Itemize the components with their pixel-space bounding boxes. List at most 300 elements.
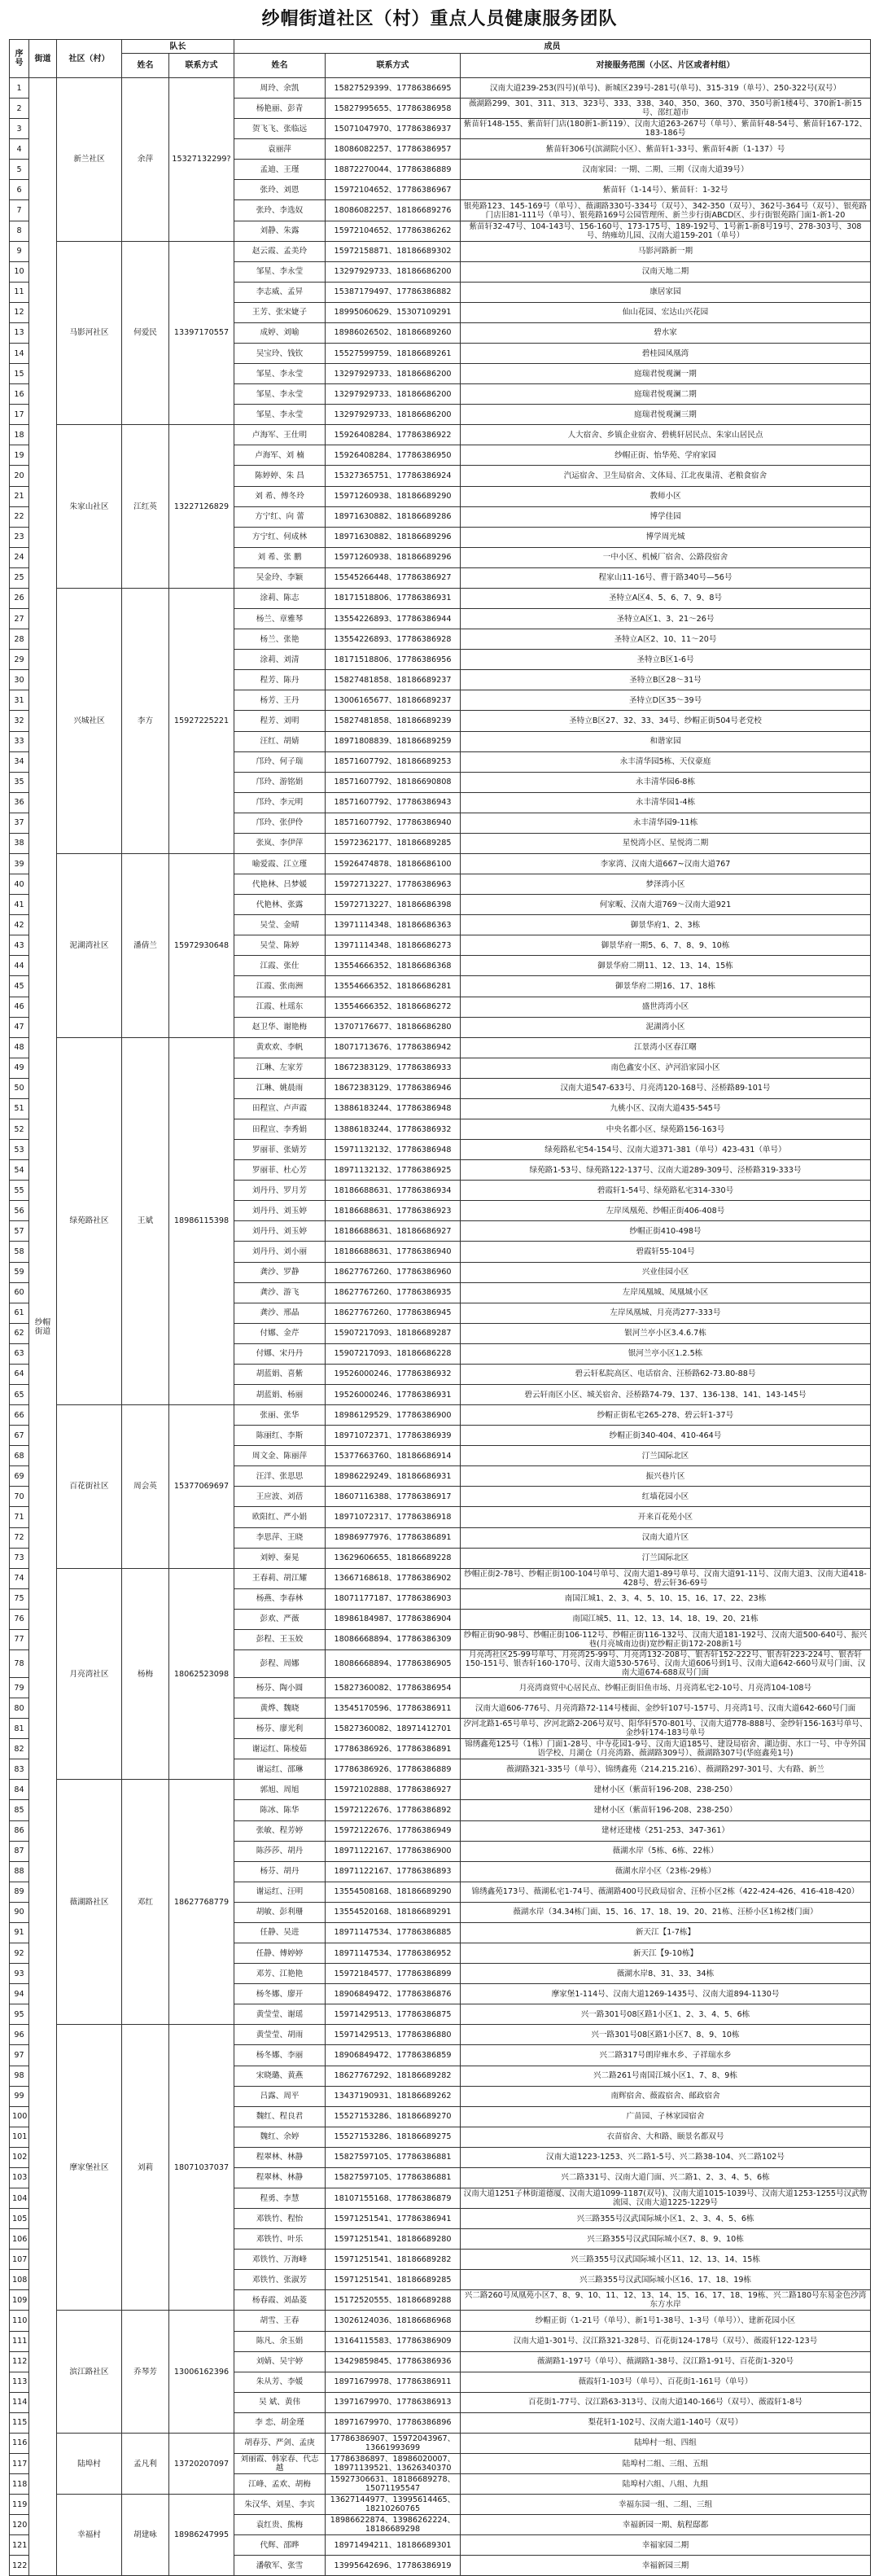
member-contact: 15971132132、17786386948: [326, 1140, 461, 1160]
member-contact: 15971251541、17786386941: [326, 2209, 461, 2229]
member-names: 代辉、邵晔: [234, 2535, 326, 2556]
table-row: [10, 853, 871, 874]
service-scope: 兴二路331号、汉南大道门面、兴二路1、2、3、4、5、6栋: [461, 2167, 871, 2188]
member-contact: 15926408284、17786386950: [326, 445, 461, 466]
table-row: [10, 241, 871, 261]
member-contact: 18986229249、18186686931: [326, 1466, 461, 1487]
service-scope: 御景华府一期5、6、7、8、9、10栋: [461, 935, 871, 956]
member-contact: 18627767260、17786386945: [326, 1303, 461, 1323]
row-number: 57: [10, 1221, 29, 1242]
member-contact: 15972104652、17786386967: [326, 180, 461, 200]
member-contact: 15972362177、18186689285: [326, 833, 461, 853]
service-scope: 紫苗轩（1-14号）、紫苗轩：1-32号: [461, 180, 871, 200]
member-contact: 13554508168、18186689290: [326, 1882, 461, 1902]
leader-name: 杨梅: [122, 1568, 169, 1780]
member-contact: 13006165677、18186689237: [326, 690, 461, 711]
row-number: 65: [10, 1385, 29, 1405]
row-number: 104: [10, 2188, 29, 2208]
member-names: 张敏、程芳婷: [234, 1820, 326, 1841]
member-contact: 15972104652、17786386262: [326, 221, 461, 241]
service-scope: 南色鑫安小区、泸河沿家园小区: [461, 1058, 871, 1078]
member-names: 吕露、周平: [234, 2086, 326, 2106]
member-contact: 15527153286、18186689275: [326, 2127, 461, 2147]
service-scope: 碧霞轩55-104号: [461, 1242, 871, 1262]
row-number: 70: [10, 1487, 29, 1507]
member-contact: 15926408284、17786386922: [326, 425, 461, 445]
member-names: 袁红贵、熊梅: [234, 2515, 326, 2535]
row-number: 50: [10, 1078, 29, 1098]
leader-name: 余萍: [122, 78, 169, 242]
service-scope: 星悦湾小区、星悦湾二期: [461, 833, 871, 853]
row-number: 82: [10, 1739, 29, 1759]
row-number: 100: [10, 2106, 29, 2127]
member-contact: 13297929733、18186686200: [326, 405, 461, 425]
row-number: 93: [10, 1964, 29, 1984]
row-number: 2: [10, 99, 29, 119]
service-scope: 碧水家: [461, 322, 871, 343]
member-contact: 15827481858、18186689239: [326, 711, 461, 731]
service-scope: 南国江城5、11、12、13、14、18、19、20、21栋: [461, 1609, 871, 1629]
row-number: 23: [10, 527, 29, 547]
member-contact: 13554666352、18186686368: [326, 956, 461, 976]
member-contact: 15972122676、17786386892: [326, 1800, 461, 1820]
table-row: [10, 2433, 871, 2453]
row-number: 103: [10, 2167, 29, 2188]
member-contact: 15927306631、18186689278、15071195547: [326, 2474, 461, 2495]
member-contact: 13297929733、18186686200: [326, 384, 461, 405]
service-scope: 汉南大道片区: [461, 1527, 871, 1548]
row-number: 27: [10, 609, 29, 629]
row-number: 32: [10, 711, 29, 731]
member-names: 付娜、宋丹丹: [234, 1343, 326, 1364]
service-scope: 南辉宿舍、薇霞宿舍、邮政宿舍: [461, 2086, 871, 2106]
member-contact: 15827995655、17786386958: [326, 99, 461, 119]
member-contact: 15827529399、17786386695: [326, 78, 461, 99]
leader-contact: 18986247995: [169, 2495, 234, 2576]
service-scope: 纱帽正街90-98号、纱帽正街106-112号、纱帽正街116-132号、汉南大道181-192号、汉南大道500-640号、振兴巷(月亮城南边街)宽纱帽正街172-208新1号: [461, 1629, 871, 1649]
member-names: 邓铁竹、万海峰: [234, 2250, 326, 2270]
row-number: 16: [10, 384, 29, 405]
row-number: 49: [10, 1058, 29, 1078]
service-scope: 程家山11-16号、曹于路340号—56号: [461, 567, 871, 588]
row-number: 91: [10, 1922, 29, 1943]
service-scope: 永丰清华园6-8栋: [461, 772, 871, 792]
service-scope: 月亮湾社区25-99号单号、月亮湾25-99号、月亮湾132-208号、银杏轩152-222号、银杏轩223-224号、银杏轩150-151号、银杏轩160-170号、汉南大道530-576号、汉南大道606号到1号、汉南大道642-660号双号门面、汉南大道674-688双号门面: [461, 1650, 871, 1678]
member-names: 卢海军、刘 楠: [234, 445, 326, 466]
member-contact: 13971679970、17786386913: [326, 2392, 461, 2412]
member-contact: 15972122676、17786386949: [326, 1820, 461, 1841]
row-number: 117: [10, 2453, 29, 2473]
service-scope: 汉南大道239-253(四号)(单号)、新城区239号-281号(单号)、315-319（单号）、250-322号(双号）: [461, 78, 871, 99]
member-contact: 13554666352、18186686281: [326, 976, 461, 997]
member-names: 陈冰、陈华: [234, 1800, 326, 1820]
member-contact: 15827360082、18971412701: [326, 1719, 461, 1739]
service-scope: 圣特立A区2、10、11～20号: [461, 629, 871, 650]
member-names: 龚沙、罗静: [234, 1262, 326, 1282]
service-scope: 仙山花园、宏达山兴花园: [461, 302, 871, 322]
row-number: 58: [10, 1242, 29, 1262]
member-names: 杨冬娜、廖开: [234, 1984, 326, 2004]
row-number: 69: [10, 1466, 29, 1487]
member-contact: 15971251541、18186689282: [326, 2250, 461, 2270]
service-scope: 汉南大道547-633号、月亮湾120-168号、泾桥路89-101号: [461, 1078, 871, 1098]
member-contact: 18986977976、17786386891: [326, 1527, 461, 1548]
service-scope: 一中小区、机械厂宿舍、公路段宿舍: [461, 547, 871, 567]
member-contact: 18571607792、17786386940: [326, 813, 461, 833]
member-names: 喻爱霞、江立瑾: [234, 853, 326, 874]
member-contact: 18971072371、17786386939: [326, 1426, 461, 1446]
member-names: 周文金、陈丽萍: [234, 1446, 326, 1466]
service-scope: 梦泽湾小区: [461, 874, 871, 895]
member-names: 刘婧、吴宇婷: [234, 2351, 326, 2372]
service-scope: 圣特立B区28～31号: [461, 670, 871, 690]
row-number: 51: [10, 1098, 29, 1119]
row-number: 20: [10, 466, 29, 486]
member-names: 郭旭、周旭: [234, 1780, 326, 1800]
service-scope: 碧桂园凤凰湾: [461, 344, 871, 364]
service-scope: 圣特立A区4、5、6、7、9、8号: [461, 588, 871, 608]
member-names: 吴 斌、黄伟: [234, 2392, 326, 2412]
member-names: 程勇、李慧: [234, 2188, 326, 2208]
row-number: 11: [10, 282, 29, 302]
member-contact: 13886183244、17786386948: [326, 1098, 461, 1119]
service-scope: 兴三路355号汉武国际城小区7、8、9、10栋: [461, 2229, 871, 2250]
service-scope: 兴业佳园小区: [461, 1262, 871, 1282]
service-scope: 薇湖水岸8、31、33、34栋: [461, 1964, 871, 1984]
member-names: 黄莹莹、胡雨: [234, 2025, 326, 2045]
service-scope: 左岸凤凰苑、纱帽正街406-408号: [461, 1201, 871, 1221]
member-names: 邹星、李永莹: [234, 384, 326, 405]
service-scope: 人大宿舍、乡镇企业宿舍、碧桃轩居民点、朱家山居民点: [461, 425, 871, 445]
member-names: 黄烨、魏晓: [234, 1698, 326, 1719]
member-contact: 18971147534、17786386952: [326, 1943, 461, 1964]
row-number: 55: [10, 1181, 29, 1201]
service-scope: 新天江【1-7栋】: [461, 1922, 871, 1943]
member-names: 赵卫华、谢艳梅: [234, 1017, 326, 1037]
service-scope: 薇霞轩1-103号（单号）、百花街1-161号（单号）: [461, 2372, 871, 2392]
row-number: 52: [10, 1119, 29, 1139]
row-number: 75: [10, 1588, 29, 1609]
service-scope: 兴三路355号汉武国际城小区16、17、18、19栋: [461, 2270, 871, 2290]
member-contact: 13026124036、18186686968: [326, 2311, 461, 2331]
member-contact: 15827597105、17786386881: [326, 2167, 461, 2188]
member-names: 任静、吴进: [234, 1922, 326, 1943]
member-contact: 18971132132、17786386925: [326, 1160, 461, 1181]
member-names: 赵云霞、孟美玲: [234, 241, 326, 261]
member-names: 刘丹丹、刘玉婷: [234, 1201, 326, 1221]
row-number: 59: [10, 1262, 29, 1282]
member-contact: 18086082257、17786386957: [326, 139, 461, 160]
row-number: 38: [10, 833, 29, 853]
table-row: [10, 1780, 871, 1800]
member-contact: 13429859845、17786386936: [326, 2351, 461, 2372]
member-contact: 13707176677、18186686280: [326, 1017, 461, 1037]
member-contact: 18186688631、17786386940: [326, 1242, 461, 1262]
community-name: 绿苑路社区: [57, 1037, 122, 1404]
member-names: 程翠林、林静: [234, 2167, 326, 2188]
service-scope: 梨花轩1-102号、汉南大道1-140号（双号）: [461, 2412, 871, 2433]
member-names: 刘 希、傅冬玲: [234, 486, 326, 506]
service-scope: 圣特立D区35～39号: [461, 690, 871, 711]
member-contact: 15907217093、18186686228: [326, 1343, 461, 1364]
leader-contact: 15972930648: [169, 853, 234, 1037]
row-number: 111: [10, 2331, 29, 2351]
service-scope: 汉南大道1251子林街道德厦、汉南大道1099-1187(双号)、汉南大道1015-1039号、汉南大道1253-1255号汉武物流园、汉南大道1225-1229号: [461, 2188, 871, 2208]
member-contact: 15827481858、18186689237: [326, 670, 461, 690]
service-scope: 碧霞轩1-54号、绿苑路私宅314-330号: [461, 1181, 871, 1201]
service-scope: 汉南大道606-776号、月亮湾路72-114号楼面、金纱轩107号-157号、月亮湾1号、汉南大道642-660号门面: [461, 1698, 871, 1719]
member-contact: 15972158871、18186689302: [326, 241, 461, 261]
row-number: 108: [10, 2270, 29, 2290]
service-scope: 中央名都小区、绿苑路156-163号: [461, 1119, 871, 1139]
row-number: 25: [10, 567, 29, 588]
member-contact: 18986622874、13986262224、18186689298: [326, 2515, 461, 2535]
member-names: 程翠林、林静: [234, 2147, 326, 2167]
member-names: 李 恋、胡金瑾: [234, 2412, 326, 2433]
member-names: 江霞、杜瑶东: [234, 997, 326, 1017]
community-name: 薇湖路社区: [57, 1780, 122, 2025]
member-names: 袁丽萍: [234, 139, 326, 160]
member-contact: 18971147534、17786386885: [326, 1922, 461, 1943]
service-scope: 衣苗宿舍、大和路、颐景名都双号: [461, 2127, 871, 2147]
member-names: 欧阳红、严小娟: [234, 1507, 326, 1527]
member-contact: 18971679970、17786386896: [326, 2412, 461, 2433]
service-scope: 盛世湾湾小区: [461, 997, 871, 1017]
leader-contact: 13227126829: [169, 425, 234, 589]
service-scope: 南国江城1、2、3、4、5、10、15、16、17、22、23栋: [461, 1588, 871, 1609]
service-scope: 纱帽正街410-498号: [461, 1221, 871, 1242]
service-scope: 马影河路新一期: [461, 241, 871, 261]
member-contact: 17786386926、17786386891: [326, 1739, 461, 1759]
row-number: 92: [10, 1943, 29, 1964]
member-names: 杨艳丽、彭青: [234, 99, 326, 119]
row-number: 71: [10, 1507, 29, 1527]
member-contact: 15972713227、18186686398: [326, 895, 461, 915]
leader-name: 邓红: [122, 1780, 169, 2025]
service-scope: 汐河北路1-65号单号、汐河北路2-206号双号、阳华轩570-801号、汉南大道778-888号、金纱轩156-163号单号、金纱轩174-183号单号: [461, 1719, 871, 1739]
member-names: 江峰、孟欢、胡梅: [234, 2474, 326, 2495]
service-scope: 何家畈、汉南大道769～汉南大道921: [461, 895, 871, 915]
service-scope: 紫苗轩148-155、紫苗轩门店(180新1-新119）、汉南大道263-267号（单号）、紫苗轩48-54号、紫苗轩167-172、183-186号: [461, 119, 871, 139]
row-number: 95: [10, 2004, 29, 2025]
service-scope: 永丰清华园5栋、天仪豪庭: [461, 751, 871, 772]
member-contact: 13627144977、13995614465、18210260765: [326, 2495, 461, 2515]
member-contact: 18672383129、17786386946: [326, 1078, 461, 1098]
row-number: 87: [10, 1841, 29, 1861]
member-contact: 19526000246、17786386931: [326, 1385, 461, 1405]
row-number: 109: [10, 2290, 29, 2311]
member-names: 邝玲、李元明: [234, 792, 326, 813]
service-scope: 建材还建楼（251-253、347-361）: [461, 1820, 871, 1841]
member-names: 江霞、张南洲: [234, 976, 326, 997]
row-number: 77: [10, 1629, 29, 1649]
member-names: 龚沙、邢晶: [234, 1303, 326, 1323]
table-row: [10, 2495, 871, 2515]
service-scope: 教师小区: [461, 486, 871, 506]
leader-contact: 18071037037: [169, 2025, 234, 2311]
leader-contact: 13397170557: [169, 241, 234, 425]
member-names: 杨芬、胡丹: [234, 1861, 326, 1882]
member-contact: 18186688631、17786386934: [326, 1181, 461, 1201]
row-number: 78: [10, 1650, 29, 1678]
service-scope: 康居家园: [461, 282, 871, 302]
member-contact: 15527599759、18186689261: [326, 344, 461, 364]
row-number: 88: [10, 1861, 29, 1882]
service-scope: 碧云轩南区小区、城关宿舍、泾桥路74-79、137、136-138、141、143-145号: [461, 1385, 871, 1405]
member-contact: 18627767260、17786386935: [326, 1282, 461, 1303]
member-contact: 15926474878、18186686100: [326, 853, 461, 874]
member-contact: 15972713227、17786386963: [326, 874, 461, 895]
member-contact: 18971679978、17786386911: [326, 2372, 461, 2392]
row-number: 43: [10, 935, 29, 956]
service-scope: 薇湖水岸（5栋、6栋、22栋）: [461, 1841, 871, 1861]
community-name: 月亮湾社区: [57, 1568, 122, 1780]
service-scope: 摩家堡1-114号、汉南大道1269-1435号、汉南大道894-1130号: [461, 1984, 871, 2004]
community-name: 摩家堡社区: [57, 2025, 122, 2311]
member-contact: 13971114348、18186686363: [326, 915, 461, 935]
row-number: 116: [10, 2433, 29, 2453]
service-scope: 开来百花苑小区: [461, 1507, 871, 1527]
row-number: 56: [10, 1201, 29, 1221]
service-scope: 博学佳园: [461, 506, 871, 527]
member-names: 卢海军、王仕明: [234, 425, 326, 445]
member-names: 邓芳、江艳艳: [234, 1964, 326, 1984]
row-number: 94: [10, 1984, 29, 2004]
header-no: 序号: [10, 40, 29, 78]
community-name: 百花街社区: [57, 1405, 122, 1569]
service-scope: 百花街1-77号、汉江路63-313号、汉南大道140-166号（双号）、薇霞轩1-8号: [461, 2392, 871, 2412]
service-scope: 薇湖水岸小区（23栋-29栋）: [461, 1861, 871, 1882]
row-number: 112: [10, 2351, 29, 2372]
service-scope: 永丰清华园9-11栋: [461, 813, 871, 833]
member-names: 付娜、金芹: [234, 1323, 326, 1343]
member-names: 方宁红、何成林: [234, 527, 326, 547]
service-scope: 绿苑路私宅54-154号、汉南大道371-381（单号）423-431（单号）: [461, 1140, 871, 1160]
member-names: 刘丹丹、罗月芳: [234, 1181, 326, 1201]
service-scope: 九桃小区、汉南大道435-545号: [461, 1098, 871, 1119]
member-contact: 18186688631、17786386923: [326, 1201, 461, 1221]
row-number: 84: [10, 1780, 29, 1800]
row-number: 60: [10, 1282, 29, 1303]
service-scope: 振兴巷片区: [461, 1466, 871, 1487]
row-number: 98: [10, 2066, 29, 2086]
service-scope: 汉南大道1-301号、汉江路321-328号、百花街124-178号（双号）、薇霞轩122-123号: [461, 2331, 871, 2351]
member-names: 张岚、李伊萍: [234, 833, 326, 853]
service-scope: 左岸凤凰城、凤凰城小区: [461, 1282, 871, 1303]
member-contact: 18171518806、17786386931: [326, 588, 461, 608]
row-number: 97: [10, 2045, 29, 2066]
service-scope: 幸福家园二期: [461, 2535, 871, 2556]
member-names: 张丽、张华: [234, 1405, 326, 1426]
member-names: 杨芳、王丹: [234, 690, 326, 711]
member-contact: 18986026502、18186689260: [326, 322, 461, 343]
row-number: 5: [10, 160, 29, 180]
member-names: 朱汉华、刘星、李宾: [234, 2495, 326, 2515]
table-row: [10, 1037, 871, 1058]
table-row: [10, 588, 871, 608]
row-number: 74: [10, 1568, 29, 1588]
row-number: 42: [10, 915, 29, 935]
row-number: 13: [10, 322, 29, 343]
member-contact: 15907217093、18186689287: [326, 1323, 461, 1343]
member-contact: 18971630882、18186689286: [326, 506, 461, 527]
row-number: 96: [10, 2025, 29, 2045]
row-number: 34: [10, 751, 29, 772]
service-scope: 庭瑞君悦观澜二期: [461, 384, 871, 405]
row-number: 80: [10, 1698, 29, 1719]
row-number: 47: [10, 1017, 29, 1037]
row-number: 64: [10, 1364, 29, 1384]
member-contact: 18971630882、18186689296: [326, 527, 461, 547]
row-number: 90: [10, 1902, 29, 1922]
table-row: [10, 1568, 871, 1588]
member-names: 龚沙、游飞: [234, 1282, 326, 1303]
member-contact: 18995060629、15307109291: [326, 302, 461, 322]
member-names: 江琳、姚晨雨: [234, 1078, 326, 1098]
member-names: 代艳林、张露: [234, 895, 326, 915]
member-contact: 17786386907、15972043967、13661993699: [326, 2433, 461, 2453]
header-member-contact: 联系方式: [326, 54, 461, 78]
service-scope: 御景华府二期11、12、13、14、15栋: [461, 956, 871, 976]
community-name: 兴城社区: [57, 588, 122, 853]
member-contact: 15971251541、18186689280: [326, 2229, 461, 2250]
service-scope: 兴三路355号汉武国际城小区11、12、13、14、15栋: [461, 2250, 871, 2270]
row-number: 101: [10, 2127, 29, 2147]
row-number: 68: [10, 1446, 29, 1466]
row-number: 36: [10, 792, 29, 813]
row-number: 40: [10, 874, 29, 895]
row-number: 62: [10, 1323, 29, 1343]
service-scope: 李家湾、汉南大道667~汉南大道767: [461, 853, 871, 874]
leader-name: 周会英: [122, 1405, 169, 1569]
row-number: 106: [10, 2229, 29, 2250]
service-scope: 汀兰国际北区: [461, 1446, 871, 1466]
service-scope: 锦绣鑫苑173号、薇湖私宅1-74号、薇湖路400号民政局宿舍、汪桥小区2栋（422-424-426、416-418-420）: [461, 1882, 871, 1902]
row-number: 31: [10, 690, 29, 711]
member-names: 邓铁竹、程怡: [234, 2209, 326, 2229]
leader-contact: 18062523098: [169, 1568, 234, 1780]
member-names: 王芳、张宋婕子: [234, 302, 326, 322]
member-names: 邓铁竹、叶乐: [234, 2229, 326, 2250]
member-names: 江霞、张仕: [234, 956, 326, 976]
member-contact: 15971251541、18186689285: [326, 2270, 461, 2290]
service-scope: 御景华府1、2、3栋: [461, 915, 871, 935]
row-number: 18: [10, 425, 29, 445]
service-scope: 圣特立B区27、32、33、34号、纱帽正街504号老党校: [461, 711, 871, 731]
leader-contact: 15377069697: [169, 1405, 234, 1569]
leader-name: 江红英: [122, 425, 169, 589]
member-contact: 18607116388、17786386917: [326, 1487, 461, 1507]
service-scope: 红墙花园小区: [461, 1487, 871, 1507]
row-number: 9: [10, 241, 29, 261]
member-names: 杨燕、李春林: [234, 1588, 326, 1609]
service-scope: 纱帽正街私宅265-278、碧云轩1-37号: [461, 1405, 871, 1426]
leader-name: 乔琴芳: [122, 2311, 169, 2433]
service-scope: 兴二路260号凤凰苑小区7、8、9、10、11、12、13、14、15、16、17、18、19栋、兴二路180号东易金色沙湾东方水岸: [461, 2290, 871, 2311]
member-names: 彭欢、严薇: [234, 1609, 326, 1629]
service-scope: 兴二路261号南国江城小区1、7、8、9栋: [461, 2066, 871, 2086]
service-scope: 薇湖路299、301、311、313、323号、333、338、340、350、360、370、350号新1楼4号、370新1-新15号、邵红超市: [461, 99, 871, 119]
member-names: 贺飞飞、张临远: [234, 119, 326, 139]
member-contact: 18672383129、17786386933: [326, 1058, 461, 1078]
member-names: 朱从芳、李媛: [234, 2372, 326, 2392]
row-number: 39: [10, 853, 29, 874]
service-scope: 纱帽正街340-404、410-464号: [461, 1426, 871, 1446]
table-row: [10, 2025, 871, 2045]
row-number: 83: [10, 1759, 29, 1780]
member-names: 汪红、胡婧: [234, 731, 326, 751]
member-names: 李思萍、王晓: [234, 1527, 326, 1548]
